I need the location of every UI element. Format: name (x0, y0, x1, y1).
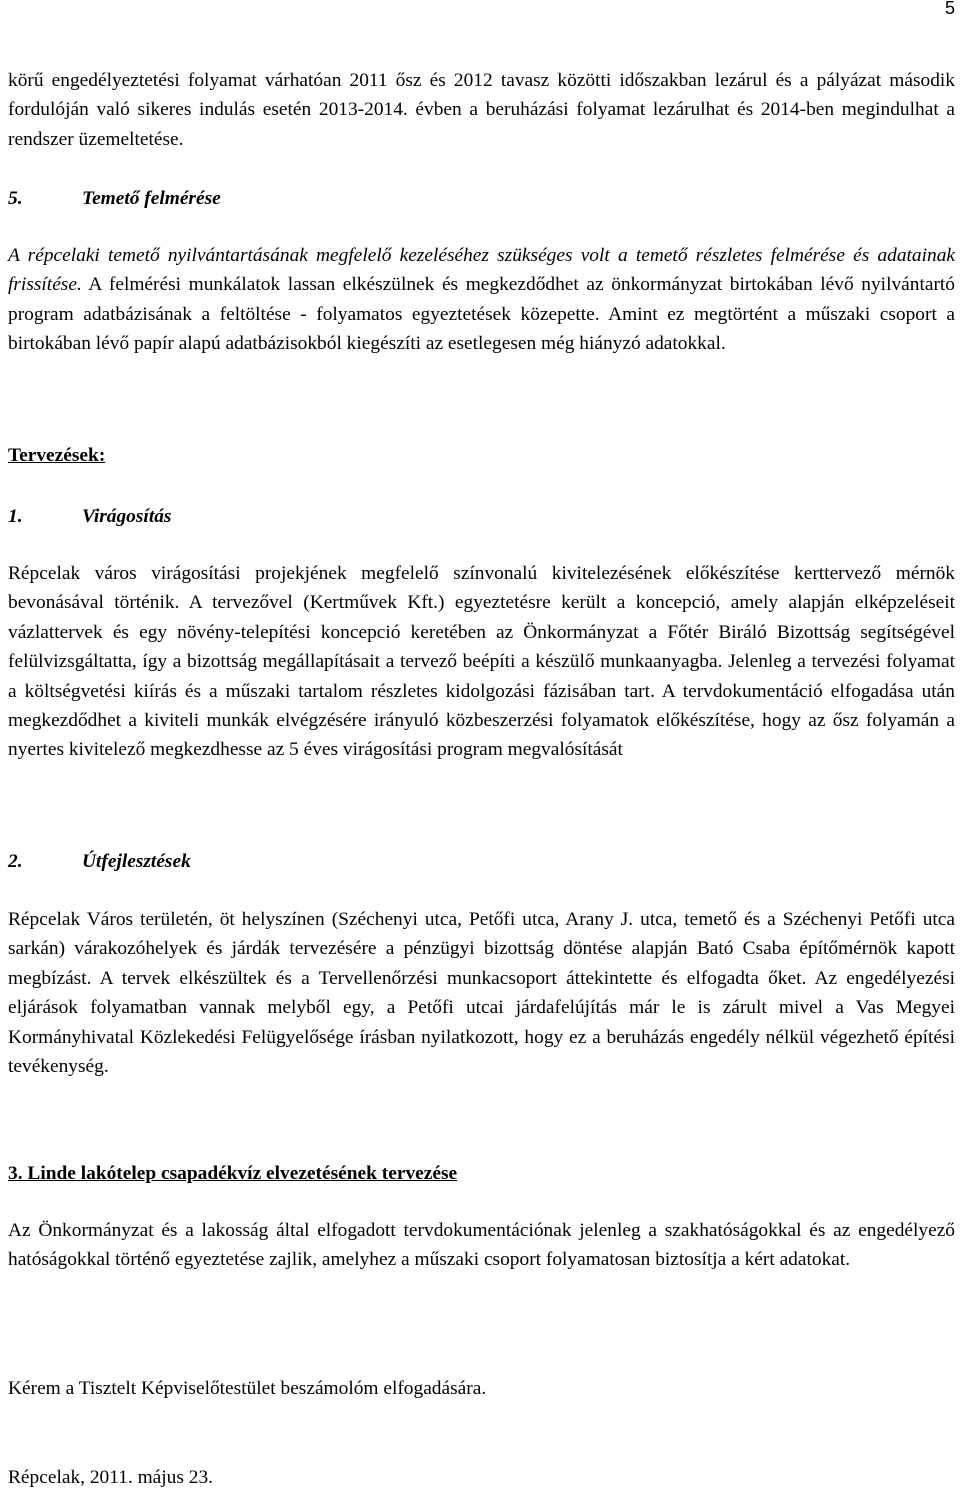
item-2-title: Útfejlesztések (82, 851, 191, 872)
section-5-normal-text: A felmérési munkálatok lassan elkészülnek és megkezdődhet az önkormányzat birtokában lévő nyilvántartó program adatbázisának a feltöltése - folyamatos egyeztetések közepette. Amint ez megtörtént a műszaki csoport a birtokában lévő papír alapú adatbázisokból kiegészíti az esetlegesen még hiányzó adatokkal. (8, 274, 955, 355)
section-5-title: Temető felmérése (82, 188, 221, 209)
section-5-heading (8, 184, 221, 213)
item-1-heading (8, 502, 171, 531)
item-1-paragraph: Répcelak város virágosítási projekjének megfelelő színvonalú kivitelezésének előkészítése kerttervező mérnök bevonásával történik. A tervezővel (Kertművek Kft.) egyeztetésre került a koncepció, amely alapján elképzeléseit vázlattervek és egy növény-telepítési koncepció keretében az Önkormányzat a Főtér Biráló Bizottság segítségével felülvizsgáltatta, így a bizottság megállapításait a tervező beépíti a készülő munkaanyagba. Jelenleg a tervezési folyamat a költségvetési kiírás és a műszaki tartalom részletes kidolgozási fázisában tart. A tervdokumentáció elfogadása után megkezdődhet a kiviteli munkák elvégzésére irányuló közbeszerzési folyamatok előkészítése, hogy az ősz folyamán a nyertes kivitelező megkezdhesse az 5 éves virágosítási program megvalósítását (8, 563, 955, 761)
item-1-number: 1. (8, 506, 23, 527)
item-2-paragraph: Répcelak Város területén, öt helyszínen (Széchenyi utca, Petőfi utca, Arany J. utca, temető és a Széchenyi Petőfi utca sarkán) várakozóhelyek és járdák tervezésére a pénzügyi bizottság döntése alapján Bató Csaba építőmérnök kapott megbízást. A tervek elkészültek és a Tervellenőrzési munkacsoport áttekintette és elfogadta őket. Az engedélyezési eljárások folyamatban vannak melyből egy, a Petőfi utcai járdafelújítás már le is zárult mivel a Vas Megyei Kormányhivatal Közlekedési Felügyelősége írásban nyilatkozott, hogy ez a beruházás engedély nélkül végezhető építési tevékenység. (8, 909, 955, 1078)
planning-heading: Tervezések: (8, 445, 106, 466)
page-number: 5 (944, 0, 955, 18)
closing-request: Kérem a Tisztelt Képviselőtestület beszámolóm elfogadására. (8, 1378, 487, 1399)
section-5-italic-text: A répcelaki temető nyilvántartásának megfelelő kezeléséhez szükséges volt a temető részletes felmérése és adatainak frissítése. (8, 245, 955, 296)
item-3-heading: 3. Linde lakótelep csapadékvíz elvezetésének tervezése (8, 1163, 458, 1184)
item-3-paragraph: Az Önkormányzat és a lakosság által elfogadott tervdokumentációnak jelenleg a szakhatóságokkal és az engedélyező hatóságokkal történő egyeztetése zajlik, amelyhez a műszaki csoport folyamatosan biztosítja a kért adatokat. (8, 1220, 955, 1271)
item-2-heading (8, 847, 191, 876)
place-date: Répcelak, 2011. május 23. (8, 1467, 213, 1488)
section-5-paragraph (8, 241, 955, 359)
item-2-number: 2. (8, 851, 23, 872)
intro-paragraph: körű engedélyeztetési folyamat várhatóan 2011 ősz és 2012 tavasz közötti időszakban lezárul és a pályázat második fordulóján való sikeres indulás esetén 2013-2014. évben a beruházási folyamat lezárulhat és 2014-ben megindulhat a rendszer üzemeltetése. (8, 70, 955, 150)
section-5-number: 5. (8, 188, 23, 209)
item-1-title: Virágosítás (82, 506, 172, 527)
